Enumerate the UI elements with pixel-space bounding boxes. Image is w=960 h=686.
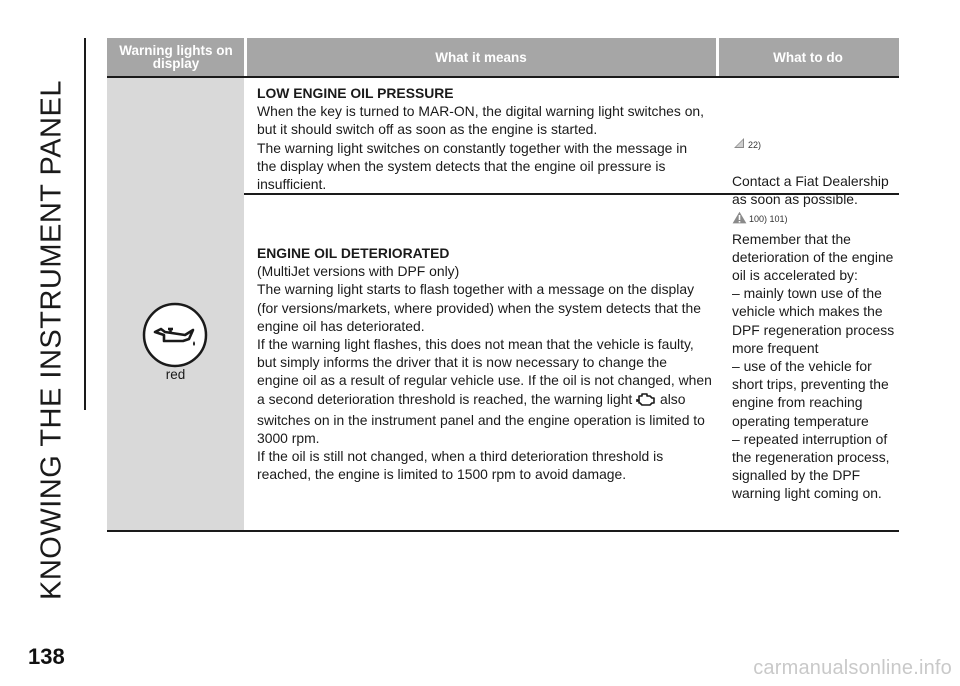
- action-line: more frequent: [732, 339, 819, 356]
- meaning-line: The warning light starts to flash together with a message on the display: [257, 281, 695, 298]
- note-icon: [732, 136, 746, 154]
- engine-icon: [636, 391, 656, 411]
- row-title: ENGINE OIL DETERIORATED: [257, 245, 450, 261]
- meaning-line: (for versions/markets, where provided) when the system detects that the: [257, 299, 701, 316]
- side-rule: [84, 38, 86, 410]
- action-line: Remember that the: [732, 230, 851, 247]
- action-line: DPF regeneration process: [732, 321, 895, 338]
- inline-text: a second deterioration threshold is reached, the warning light: [257, 390, 633, 407]
- row-oil-deteriorated-meaning: [257, 244, 719, 484]
- warning-light-color: red: [165, 367, 186, 382]
- meaning-line: engine oil as a result of regular vehicle use. If the oil is not changed, when: [257, 372, 712, 389]
- action-line: short trips, preventing the: [732, 376, 889, 393]
- action-line: signalled by the DPF: [732, 467, 861, 484]
- row-low-oil-pressure-action: [732, 136, 892, 154]
- action-line: – mainly town use of the: [732, 285, 882, 302]
- row-oil-deteriorated-action: [732, 172, 900, 503]
- meaning-line: 3000 rpm.: [257, 430, 320, 447]
- meaning-line: The warning light switches on constantly together with the message in: [257, 139, 688, 156]
- oil-can-icon: [141, 301, 209, 369]
- table-bottom-rule: [107, 530, 899, 532]
- meaning-line: insufficient.: [257, 176, 327, 193]
- action-line: as soon as possible.: [732, 191, 858, 208]
- meaning-line-with-icon: [257, 390, 719, 411]
- meaning-line: but simply informs the driver that it is now necessary to change the: [257, 354, 667, 371]
- reference-line: [732, 210, 900, 228]
- action-line: engine from reaching: [732, 394, 863, 411]
- warning-light-column: [107, 78, 244, 532]
- meaning-line: switches on in the instrument panel and the engine operation is limited to: [257, 411, 705, 428]
- side-section-title: KNOWING THE INSTRUMENT PANEL: [35, 80, 68, 600]
- action-line: Contact a Fiat Dealership: [732, 173, 889, 189]
- meaning-line: When the key is turned to MAR-ON, the digital warning light switches on,: [257, 103, 705, 120]
- page-number: 138: [28, 644, 65, 669]
- meaning-line: If the oil is still not changed, when a third deterioration threshold is: [257, 448, 664, 465]
- action-line: oil is accelerated by:: [732, 267, 858, 284]
- meaning-line: (MultiJet versions with DPF only): [257, 263, 460, 280]
- reference-number: 22): [748, 140, 762, 150]
- header-divider: [244, 38, 247, 76]
- meaning-line: but it should switch off as soon as the engine is started.: [257, 121, 598, 138]
- header-what-it-means: What it means: [435, 49, 527, 65]
- warning-triangle-icon: [732, 210, 747, 228]
- header-divider: [716, 38, 719, 76]
- action-line: – repeated interruption of: [732, 430, 888, 447]
- action-line: – use of the vehicle for: [732, 358, 872, 375]
- row-low-oil-pressure-meaning: [257, 84, 717, 193]
- action-line: operating temperature: [732, 412, 869, 429]
- meaning-line: If the warning light flashes, this does not mean that the vehicle is faulty,: [257, 336, 694, 353]
- watermark: carmanualsonline.info: [753, 657, 952, 679]
- inline-text: also: [660, 390, 686, 407]
- header-what-to-do: What to do: [773, 49, 843, 65]
- row-title: LOW ENGINE OIL PRESSURE: [257, 85, 454, 101]
- table-header: [107, 38, 899, 78]
- meaning-line: engine oil has deteriorated.: [257, 317, 425, 334]
- meaning-line: reached, the engine is limited to 1500 rpm to avoid damage.: [257, 466, 627, 483]
- action-line: warning light coming on.: [732, 485, 882, 502]
- meaning-line: the display when the system detects that the engine oil pressure is: [257, 157, 666, 174]
- action-line: the regeneration process,: [732, 449, 890, 466]
- reference-number: 100) 101): [749, 214, 788, 225]
- header-warning-lights: Warning lights on display: [119, 43, 233, 71]
- action-line: deterioration of the engine: [732, 248, 894, 265]
- action-line: vehicle which makes the: [732, 303, 883, 320]
- warning-lights-table: [107, 38, 899, 532]
